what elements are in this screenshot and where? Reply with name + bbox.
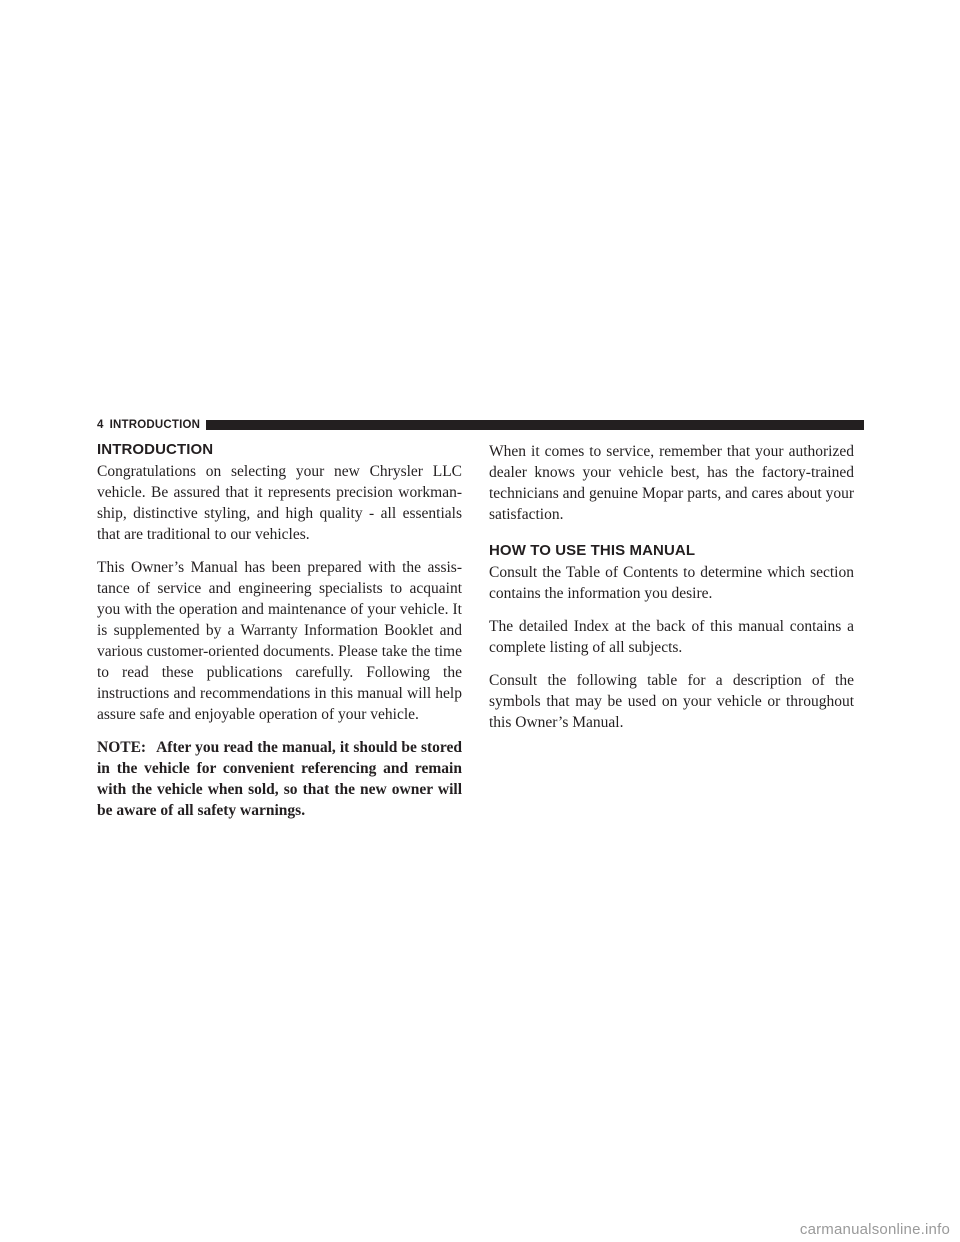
how-to-use-heading: HOW TO USE THIS MANUAL bbox=[489, 542, 696, 559]
index-paragraph: The detailed Index at the back of this manual contains a complete listing of all subjects. bbox=[489, 618, 854, 656]
page-number: 4 bbox=[97, 419, 104, 431]
left-column bbox=[97, 441, 462, 821]
note-label: NOTE: bbox=[97, 739, 147, 756]
symbols-paragraph: Consult the following table for a description of the symbols that may be used on your vehicle or throughout this Owner’s Manual. bbox=[489, 672, 854, 731]
header-rule bbox=[206, 420, 864, 430]
running-header bbox=[97, 418, 864, 432]
service-paragraph: When it comes to service, remember that your authorized dealer knows your vehicle best, has the factory-trained technicians and genuine Mopar parts, and cares about your satisfaction. bbox=[489, 443, 854, 523]
introduction-heading: INTRODUCTION bbox=[97, 441, 214, 458]
congratulations-paragraph: Congratulations on selecting your new Chrysler LLC vehicle. Be assured that it represents precision workman-ship, distinctive styling, and high quality - all essentials that are traditional to our vehicles. bbox=[97, 463, 462, 543]
watermark-link[interactable]: carmanualsonline.info bbox=[799, 1221, 950, 1238]
section-title: INTRODUCTION bbox=[109, 419, 201, 431]
right-column bbox=[489, 441, 854, 745]
table-of-contents-paragraph: Consult the Table of Contents to determine which section contains the information you desire. bbox=[489, 564, 854, 602]
owners-manual-paragraph: This Owner’s Manual has been prepared with the assis-tance of service and engineering specialists to acquaint you with the operation and maintenance of your vehicle. It is supplemented by a Warranty Information Booklet and various customer-oriented documents. Please take the time to read these publications carefully. Following the instructions and recommendations in this manual will help assure safe and enjoyable operation of your vehicle. bbox=[97, 559, 462, 723]
note-block bbox=[97, 737, 462, 821]
note-text: After you read the manual, it should be stored in the vehicle for convenient referencing and remain with the vehicle when sold, so that the new owner will be aware of all safety warnings. bbox=[97, 739, 462, 819]
